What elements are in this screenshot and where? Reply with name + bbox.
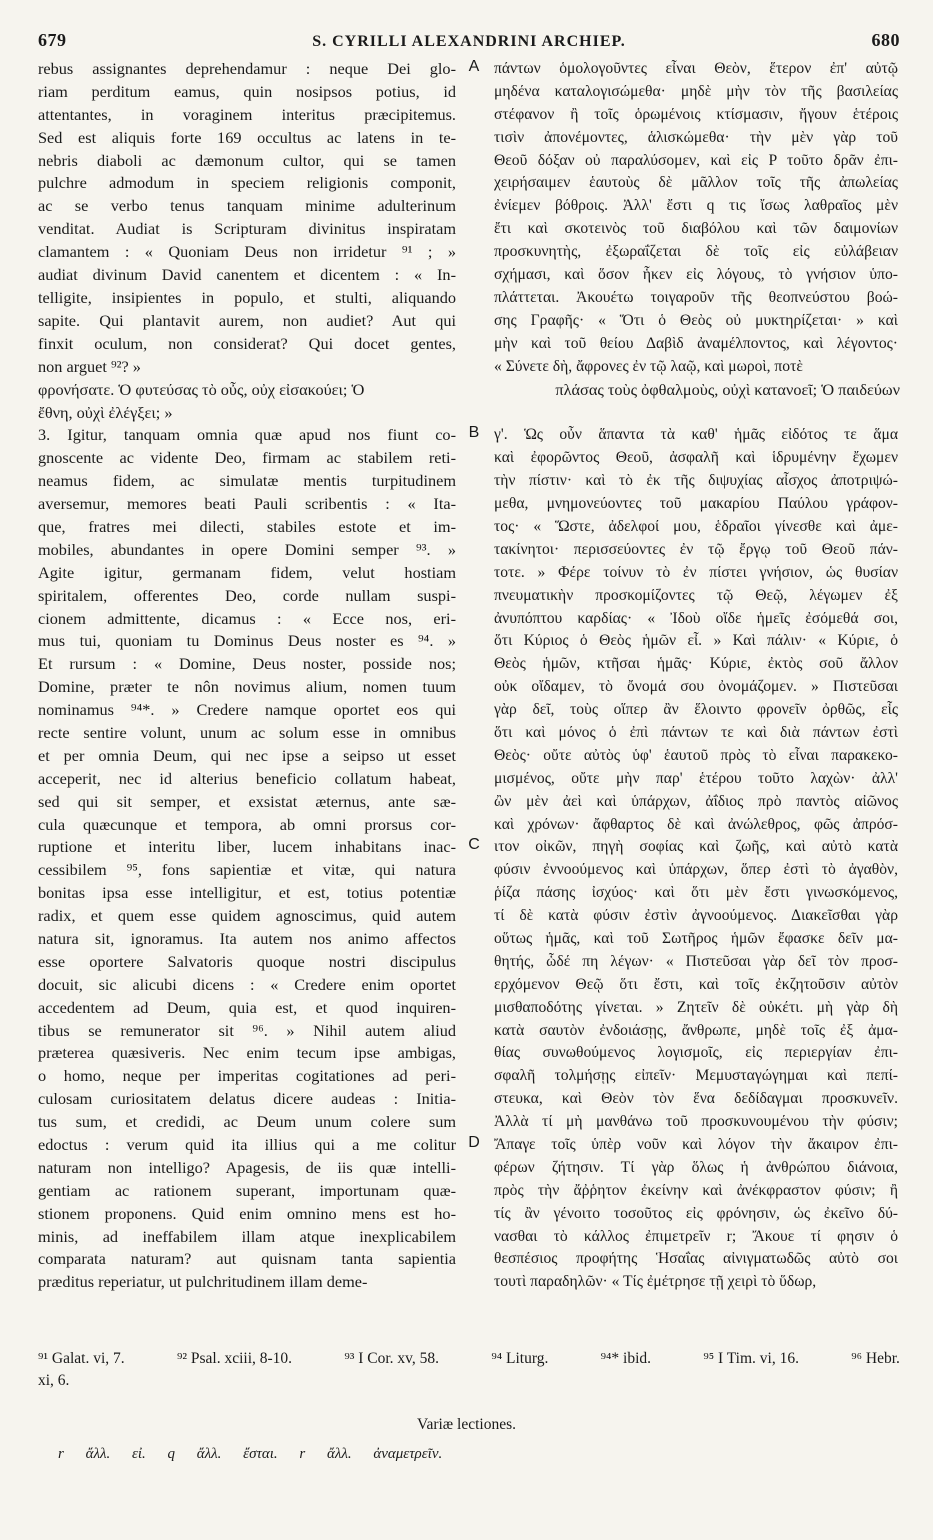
text-line: Agite igitur, germanam fidem, velut hostiam	[38, 562, 456, 582]
text-line: πάντων ὁμολογοῦντες εἶναι Θεὸν, ἕτερον ἐπ' αὐτῷ	[494, 60, 898, 77]
text-line: Sed est aliquis forte 169 occultus ac latens in te-	[38, 127, 456, 147]
text-line: gnoscente ac vidente Deo, firmam ac stabilem reti-	[38, 448, 456, 468]
text-line: neamus fidem, ac simulatæ mentis turpitudinem	[38, 471, 456, 491]
footnote: ⁹¹ Galat. vi, 7.	[38, 1350, 125, 1367]
text-line: Ἀλλὰ τί μὴ μανθάνω τοῦ προσκυνουμένου τὴν φύσιν;	[494, 1113, 898, 1131]
text-line: aversemur, memores beati Pauli scribentis : « Ita-	[38, 494, 456, 514]
footnote-row	[38, 1348, 900, 1370]
footnote-continuation: xi, 6.	[38, 1372, 70, 1389]
text-line: audiat divinum David canentem et dicentem : « In-	[38, 265, 456, 285]
text-line: θεσπέσιος προφήτης Ἡσαΐας αἰνιγματωδῶς αὐτὸ σοι	[494, 1250, 898, 1268]
text-line: « Σύνετε δὴ, ἄφρονες ἐν τῷ λαῷ, καὶ μωροὶ, ποτὲ	[494, 357, 803, 375]
text-line: ιτον οἰκῶν, πηγὴ σοφίας καὶ ζωῆς, καὶ αὐτὸ κατὰ	[494, 838, 898, 856]
text-line: ruptione et interitu liber, lucem inhabitans inac-	[38, 837, 456, 857]
variant-reading: r ἄλλ. ἀναμετρεῖν.	[299, 1446, 443, 1462]
margin-letter-a: A	[468, 58, 480, 75]
text-line: μισθαποδότης γίνεται. » Ζητεῖν δὲ οὐκέτι. μὴ γὰρ δὴ	[494, 998, 898, 1016]
text-line: μισμένος, οὔτε μὴν παρ' ἑτέρου τοῦτο λαχὼν· ἀλλ'	[494, 769, 898, 787]
margin-letter-c: C	[468, 836, 480, 853]
text-line: Θεὸς ἡμῶν, κτῆσαι ἡμᾶς· Κύριε, ἐκτὸς σοῦ ἄλλον	[494, 655, 898, 673]
text-line: culosam curiositatem delatus dicere audeas : Initia-	[38, 1089, 456, 1109]
text-line: cessibilem ⁹⁵, fons sapientiæ et vitæ, qui natura	[38, 860, 456, 880]
text-line: pulchre admodum in speciem religionis componit,	[38, 173, 456, 193]
footnote: ⁹⁶ Hebr.	[851, 1350, 900, 1367]
text-line: φύσιν ἐννοούμενος καὶ ὑπάρχων, ὅπερ ἐστὶ τὸ ἀγαθὸν,	[494, 861, 898, 879]
text-line: γ'. Ὡς οὖν ἅπαντα τὰ καθ' ἡμᾶς εἰδότος τε ἅμα	[494, 426, 898, 444]
text-line: θητής, ὧδέ πη λέγων· « Πιστεῦσαι γὰρ δεῖ τὸν προσ-	[494, 952, 898, 970]
text-line: Θεὸς· οὔτε αὐτὸς ὑφ' ἑαυτοῦ πρὸς τὸ εἶναι παρακεκο-	[494, 746, 898, 764]
footnote: ⁹² Psal. xciii, 8-10.	[176, 1350, 293, 1367]
text-line: Ἄπαγε τοῖς ὑπὲρ νοῦν καὶ λόγον τὴν ἄκαιρον ἐπι-	[494, 1136, 898, 1153]
left-page-number: 679	[38, 30, 67, 50]
text-line: τισὶν ἀπονέμοντες, ἁλισκώμεθα· τὴν μὲν γὰρ τοῦ	[494, 128, 898, 146]
footnote: ⁹⁴ Liturg.	[491, 1350, 549, 1367]
text-line: σχήμασι, καὶ ὅσον ἧκεν εἰς λόγους, τὸ γνήσιον ὑπο-	[494, 266, 898, 284]
text-line: οὐκ οἴδαμεν, τὸ ὄνομά σου ὀνομάζομεν. » Πιστεῦσαι	[494, 678, 898, 696]
text-line: stionem proponens. Quid enim omnino mens est ho-	[38, 1203, 456, 1223]
text-line: præterea quæsiveris. Nec enim tecum ipse ambigas,	[38, 1043, 456, 1063]
cross-line	[38, 402, 900, 425]
text-line: comparata naturam? aut quisnam tanta sapientia	[38, 1249, 456, 1269]
text-line: οὕτως ἡμᾶς, καὶ τοῦ Σωτῆρος ἡμῶν ἔφασκε δεῖν μα-	[494, 929, 898, 947]
variant-reading: r ἄλλ. εἰ.	[58, 1446, 146, 1462]
text-line: Et rursum : « Domine, Deus noster, posside nos;	[38, 654, 456, 674]
cross-line-left: φρονήσατε. Ὁ φυτεύσας τὸ οὖς, οὐχ εἰσακούει; Ὁ	[38, 379, 365, 399]
text-line: riam perditum eamus, quin nosipsos potius, id	[38, 81, 456, 101]
text-line: et per omnia Deum, qui nec ipse a seipso ut esset	[38, 745, 456, 765]
text-line: ac se verbo tenus tanquam minime adulterinum	[38, 196, 456, 216]
text-line: στευκα, καὶ Θεὸν τὸν ἕνα δεδίδαγμαι προσκυνεῖν.	[494, 1090, 898, 1108]
text-line: cula quæcunque et tempora, ab omni prorsus cor-	[38, 814, 456, 834]
text-columns	[38, 58, 900, 1292]
text-line: πρὸς τὴν ἄῤῥητον ἐκείνην καὶ ἀνέκφραστον φύσιν; ἢ	[494, 1181, 898, 1199]
text-line: docuit, sic alicubi dicens : « Credere enim oportet	[38, 974, 456, 994]
text-line: 3. Igitur, tanquam omnia quæ apud nos fiunt co-	[38, 425, 456, 445]
text-line: cionem admittente, dicamus : « Ecce nos, eri-	[38, 608, 456, 628]
latin-column-top	[38, 58, 456, 378]
text-line: sed qui sit semper, et exsistat æternus, ante sæ-	[38, 791, 456, 811]
text-line: γὰρ δεῖ, τοὺς οἵπερ ἂν ἕλοιντο φρονεῖν ὀρθῶς, εἷς	[494, 701, 898, 719]
latin-column-bottom	[38, 424, 456, 1294]
text-line: recte sentire volunt, unum ac solum esse in omnibus	[38, 722, 456, 742]
text-line: rebus assignantes deprehendamur : neque Dei glo-	[38, 59, 456, 78]
text-line: que, fratres mei dilecti, stabiles estote et im-	[38, 516, 456, 536]
text-line: νασθαι τὸ κάλλος ἐπιμετρεῖν r; Ἄκουε τί φησιν ὁ	[494, 1227, 898, 1245]
greek-column-top	[494, 58, 898, 378]
text-line: ἐνίεμεν βόθροις. Ἀλλ' ἔστι q τις ἴσως λαθραῖος μὲν	[494, 197, 898, 215]
text-line: ερχόμενον Θεῷ ὅτι ἔστι, καὶ τοῖς ἐκζητοῦσιν αὐτὸν	[494, 975, 898, 993]
text-line: tus sum, et credidi, ac Deum unum colere sum	[38, 1112, 456, 1132]
text-line: accedentem ad Deum, quia est, et quod inquiren-	[38, 997, 456, 1017]
text-line: Θεοῦ δόξαν οὐ παραλύσομεν, καὶ εἰς P τοῦτο δρᾶν ἐπι-	[494, 151, 898, 169]
text-line: πνευματικὴν προσκομίζοντες τῷ Θεῷ, λέγωμεν ἐξ	[494, 586, 898, 604]
text-line: μὴν καὶ τοῦ θείου Δαβὶδ ἀναμέλποντος, καὶ λέγοντος·	[494, 334, 898, 352]
text-line: χειρήσαιμεν ἑαυτοὺς δὲ μᾶλλον τοῖς τῆς ἀπωλείας	[494, 174, 898, 192]
cross-line	[38, 379, 900, 402]
variant-reading: q ἄλλ. ἔσται.	[167, 1446, 278, 1462]
text-line: ὅτι καὶ μόνος ὁ ἐπὶ πάντων τε καὶ διὰ πάντων ἐστὶ	[494, 723, 898, 741]
running-head	[38, 30, 900, 58]
text-line: καὶ ἐφορῶντος Θεοῦ, ἀσφαλῆ καὶ ἱδρυμένην ἔχωμεν	[494, 449, 898, 467]
text-line: μεθα, μνημονεύοντες τοῦ μακαρίου Παύλου γράφον-	[494, 495, 898, 513]
text-line: προσκυνητὴς, ἐξωραΐζεται δὲ τοῖς εἰς εὐλάβειαν	[494, 243, 898, 261]
text-line: tibus se remunerator sit ⁹⁶. » Nihil autem aliud	[38, 1020, 456, 1040]
text-line: στέφανον ἢ τοῖς ὁρωμένοις κτίσμασιν, ἤγουν ἑτέροις	[494, 105, 898, 123]
text-line: ὅτι Κύριος ὁ Θεὸς ἡμῶν εἶ. » Καὶ πάλιν· « Κύριε, ὁ	[494, 632, 898, 650]
text-line: φέρων ζήτησιν. Τί γὰρ ὅλως ἡ ἀνθρώπου διάνοια,	[494, 1158, 898, 1176]
text-line: nebris diaboli ac dæmonum cultor, qui se tamen	[38, 150, 456, 170]
text-line: ῥίζα πάσης ἰσχύος· καὶ ὅτι μὲν ἔστι γινωσκόμενος,	[494, 884, 898, 902]
page	[38, 30, 900, 1292]
footnote: ⁹⁵ I Tim. vi, 16.	[703, 1350, 799, 1367]
text-line: gentiam ac rationem superant, importunam quæ-	[38, 1180, 456, 1200]
footnote: ⁹³ I Cor. xv, 58.	[344, 1350, 440, 1367]
text-line: mobiles, abundantes in opere Domini semper ⁹³. »	[38, 539, 456, 559]
text-line: edoctus : verum quid ita illius qui a me colitur	[38, 1135, 456, 1154]
text-line: ἀνυπόπτου καρδίας· « Ἰδοὺ οἴδε ἡμεῖς ἐσόμεθά σοι,	[494, 609, 898, 627]
text-line: σης Γραφῆς· « Ὅτι ὁ Θεὸς οὐ μυκτηρίζεται· » καὶ	[494, 311, 898, 329]
text-line: θίας συνωθούμενος λογισμοῖς, εἰς περιεργίαν ἐπι-	[494, 1044, 898, 1062]
text-line: σφαλῆ τολμήσῃς εἰπεῖν· Μεμυσταγώγημαι καὶ πεπί-	[494, 1067, 898, 1085]
text-line: sapite. Qui plantavit aurem, non audiet? Aut qui	[38, 310, 456, 330]
cross-line-left: ἔθνη, οὐχὶ ἐλέγξει; »	[38, 402, 173, 422]
text-line: venditat. Audiat is Scripturam divinitus inspiratam	[38, 219, 456, 239]
right-page-number: 680	[871, 30, 900, 50]
text-line: τος· « Ὥστε, ἀδελφοί μου, ἑδραῖοι γίνεσθε καὶ ἀμε-	[494, 517, 898, 535]
text-line: præditus reperiatur, ut pulchritudinem illam deme-	[38, 1272, 368, 1292]
text-line: bonitas ipsa esse intelligitur, et est, totius potentiæ	[38, 883, 456, 903]
greek-column-bottom	[494, 424, 898, 1294]
text-line: acceperit, nec id alterius beneficio collatum habeat,	[38, 768, 456, 788]
margin-letter-b: B	[468, 424, 480, 441]
running-title: S. CYRILLI ALEXANDRINI ARCHIEP.	[312, 33, 626, 50]
text-line: minis, ad ineffabilem illam atque inexplicabilem	[38, 1226, 456, 1246]
text-line: πλάττεται. Ἀκουέτω τοιγαροῦν τῆς θεοπνεύστου βοώ-	[494, 288, 898, 306]
text-line: Domine, præter te nôn novimus alium, nomen tuum	[38, 677, 456, 697]
text-line: mus tui, quoniam tu Dominus Deus noster es ⁹⁴. »	[38, 631, 456, 651]
variant-readings	[58, 1446, 442, 1463]
text-line: κατὰ σαυτὸν ἐνδοιάσῃς, ἄνθρωπε, μηδὲ τοῖς ἐξ ἀμα-	[494, 1021, 898, 1039]
text-line: non arguet ⁹²? »	[38, 356, 141, 376]
text-line: natura sit, ignoramus. Ita autem nos animo affectos	[38, 928, 456, 948]
text-line: ἔτι καὶ σκοτεινὸς τοῦ διαβόλου καὶ τῶν δαιμονίων	[494, 220, 898, 238]
text-line: μηδένα καταλογισώμεθα· μηδὲ μὴν τὸν τῆς βασιλείας	[494, 82, 898, 100]
variae-lectiones-heading: Variæ lectiones.	[416, 1416, 516, 1433]
text-line: esse oportere Salvatoris quoque nostri discipulus	[38, 951, 456, 971]
text-line: attentantes, in voraginem interitus præcipitemus.	[38, 104, 456, 124]
text-line: τακίνητοι· περισσεύοντες ἐν τῷ ἔργῳ τοῦ Θεοῦ πάν-	[494, 540, 898, 558]
margin-letter-d: D	[468, 1134, 480, 1151]
text-line: τουτὶ παραδηλῶν· « Τίς ἐμέτρησε τῇ χειρὶ τὸ ὕδωρ,	[494, 1273, 817, 1291]
text-line: καὶ χρόνων· ἄφθαρτος δὲ καὶ ἀνώλεθρος, φῶς ἀπρόσ-	[494, 815, 898, 833]
text-line: finxit oculum, non considerat? Qui docet gentes,	[38, 333, 456, 353]
text-line: τὴν πίστιν· καὶ τὸ ἐκ τῆς διψυχίας αἶσχος ἀποτριψώ-	[494, 472, 898, 490]
footnote: ⁹⁴* ibid.	[600, 1350, 652, 1367]
text-line: spiritalem, offerentes Deo, corde nullam suspi-	[38, 585, 456, 605]
footnotes	[38, 1348, 900, 1392]
text-line: τί δὲ κατὰ φύσιν ἐστὶν ἀγνοούμενος. Διακεῖσθαι γὰρ	[494, 907, 898, 925]
text-line: naturam non intelligo? Apagesis, de iis quæ intelli-	[38, 1157, 456, 1177]
text-line: τοτε. » Φέρε τοίνυν τὸ ἐν πίστει γνήσιον, ὡς θυσίαν	[494, 563, 898, 581]
text-line: radix, et quem esse quidem agnoscimus, quid autem	[38, 906, 456, 926]
text-line: telligite, insipientes in populo, et stulti, aliquando	[38, 287, 456, 307]
text-line: nominamus ⁹⁴*. » Credere namque oportet eos qui	[38, 700, 456, 720]
cross-line-right: πλάσας τοὺς ὀφθαλμοὺς, οὐχὶ κατανοεῖ; Ὁ παιδεύων	[555, 379, 900, 399]
text-line: o homo, neque per imperitas cogitationes ad peri-	[38, 1066, 456, 1086]
text-line: clamantem : « Quoniam Deus non irridetur ⁹¹ ; »	[38, 242, 456, 262]
text-line: ὢν μὲν ἀεὶ καὶ ὑπάρχων, ἀΐδιος πρὸ παντὸς αἰῶνος	[494, 792, 898, 810]
text-line: τίς ἂν γένοιτο τοσοῦτος εἰς φρόνησιν, ὡς ἐκεῖνο δύ-	[494, 1204, 898, 1222]
